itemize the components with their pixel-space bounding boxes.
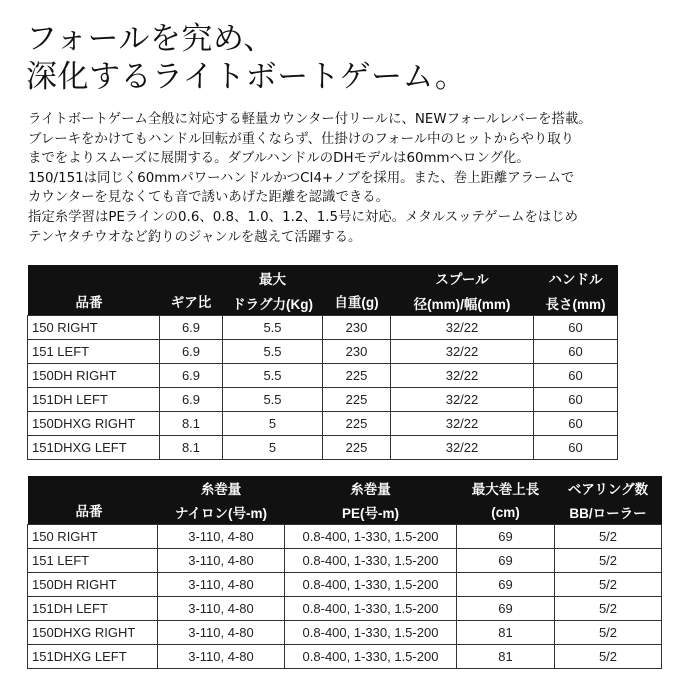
intro-line: テンヤタチウオなど釣りのジャンルを越えて活躍する。 bbox=[28, 229, 362, 245]
header-bearing-bottom: BB/ローラー bbox=[555, 500, 662, 525]
cell-drag: 5 bbox=[223, 436, 323, 460]
cell-model: 150 RIGHT bbox=[28, 316, 160, 340]
cell-handle: 60 bbox=[534, 436, 618, 460]
cell-model: 150DHXG RIGHT bbox=[28, 412, 160, 436]
cell-model: 150DHXG RIGHT bbox=[28, 621, 158, 645]
cell-pe: 0.8-400, 1-330, 1.5-200 bbox=[285, 597, 457, 621]
cell-gear: 6.9 bbox=[160, 388, 223, 412]
cell-weight: 225 bbox=[323, 412, 391, 436]
header-spool-top: スプール bbox=[391, 265, 534, 291]
cell-weight: 225 bbox=[323, 364, 391, 388]
header-bearing-top: ベアリング数 bbox=[555, 476, 662, 500]
cell-nylon: 3-110, 4-80 bbox=[158, 525, 285, 549]
cell-retrieve: 69 bbox=[457, 597, 555, 621]
header-nylon-top: 糸巻量 bbox=[158, 476, 285, 500]
cell-bearing: 5/2 bbox=[555, 597, 662, 621]
cell-pe: 0.8-400, 1-330, 1.5-200 bbox=[285, 549, 457, 573]
header-weight: 自重(g) bbox=[323, 265, 391, 316]
cell-gear: 6.9 bbox=[160, 316, 223, 340]
cell-spool: 32/22 bbox=[391, 436, 534, 460]
cell-spool: 32/22 bbox=[391, 340, 534, 364]
cell-model: 150 RIGHT bbox=[28, 525, 158, 549]
cell-gear: 6.9 bbox=[160, 340, 223, 364]
intro-paragraph bbox=[28, 110, 668, 247]
cell-nylon: 3-110, 4-80 bbox=[158, 549, 285, 573]
cell-bearing: 5/2 bbox=[555, 549, 662, 573]
cell-spool: 32/22 bbox=[391, 412, 534, 436]
cell-retrieve: 81 bbox=[457, 645, 555, 669]
intro-line: カウンターを見なくても音で誘いあげた距離を認識できる。 bbox=[28, 190, 390, 206]
spec-table-1 bbox=[27, 265, 618, 460]
intro-line: ライトボートゲーム全般に対応する軽量カウンター付リールに、NEWフォールレバーを搭載。 bbox=[28, 112, 592, 127]
cell-weight: 230 bbox=[323, 340, 391, 364]
cell-retrieve: 69 bbox=[457, 525, 555, 549]
table-row bbox=[28, 549, 662, 573]
cell-bearing: 5/2 bbox=[555, 621, 662, 645]
cell-handle: 60 bbox=[534, 316, 618, 340]
table-row bbox=[28, 340, 618, 364]
header-handle-top: ハンドル bbox=[534, 265, 618, 291]
cell-pe: 0.8-400, 1-330, 1.5-200 bbox=[285, 621, 457, 645]
cell-pe: 0.8-400, 1-330, 1.5-200 bbox=[285, 525, 457, 549]
header-drag-bottom: ドラグ力(Kg) bbox=[223, 291, 323, 316]
header-gear-ratio: ギア比 bbox=[160, 265, 223, 316]
cell-gear: 8.1 bbox=[160, 436, 223, 460]
cell-drag: 5.5 bbox=[223, 340, 323, 364]
cell-drag: 5.5 bbox=[223, 364, 323, 388]
cell-drag: 5.5 bbox=[223, 316, 323, 340]
cell-handle: 60 bbox=[534, 412, 618, 436]
cell-model: 151 LEFT bbox=[28, 549, 158, 573]
table-row bbox=[28, 645, 662, 669]
cell-spool: 32/22 bbox=[391, 388, 534, 412]
cell-model: 150DH RIGHT bbox=[28, 573, 158, 597]
intro-line: 150/151は同じく60mmパワーハンドルかつCI4+ノブを採用。また、巻上距離アラームで bbox=[28, 170, 575, 186]
intro-line: ブレーキをかけてもハンドル回転が重くならず、仕掛けのフォール中のヒットからやり取り bbox=[28, 131, 575, 147]
cell-retrieve: 81 bbox=[457, 621, 555, 645]
cell-spool: 32/22 bbox=[391, 316, 534, 340]
headline-line-1: フォールを究め、 bbox=[26, 21, 275, 57]
headline-line-2: 深化するライトボートゲーム。 bbox=[26, 59, 467, 95]
intro-line: までをよりスムーズに展開する。ダブルハンドルのDHモデルは60mmへロング化。 bbox=[28, 151, 530, 167]
header-model: 品番 bbox=[28, 265, 160, 316]
table-row bbox=[28, 412, 618, 436]
cell-nylon: 3-110, 4-80 bbox=[158, 597, 285, 621]
header-pe-top: 糸巻量 bbox=[285, 476, 457, 500]
cell-bearing: 5/2 bbox=[555, 573, 662, 597]
cell-retrieve: 69 bbox=[457, 549, 555, 573]
headline bbox=[26, 20, 466, 96]
cell-handle: 60 bbox=[534, 340, 618, 364]
cell-bearing: 5/2 bbox=[555, 525, 662, 549]
cell-weight: 225 bbox=[323, 436, 391, 460]
cell-model: 151DH LEFT bbox=[28, 597, 158, 621]
header-spool-bottom: 径(mm)/幅(mm) bbox=[391, 291, 534, 316]
header-handle-bottom: 長さ(mm) bbox=[534, 291, 618, 316]
cell-model: 150DH RIGHT bbox=[28, 364, 160, 388]
table-row bbox=[28, 364, 618, 388]
table-row bbox=[28, 388, 618, 412]
cell-nylon: 3-110, 4-80 bbox=[158, 621, 285, 645]
header-nylon-bottom: ナイロン(号-m) bbox=[158, 500, 285, 525]
cell-model: 151DHXG LEFT bbox=[28, 645, 158, 669]
cell-pe: 0.8-400, 1-330, 1.5-200 bbox=[285, 645, 457, 669]
cell-drag: 5.5 bbox=[223, 388, 323, 412]
cell-spool: 32/22 bbox=[391, 364, 534, 388]
cell-bearing: 5/2 bbox=[555, 645, 662, 669]
header-retrieve-top: 最大巻上長 bbox=[457, 476, 555, 500]
table-row bbox=[28, 525, 662, 549]
table-row bbox=[28, 597, 662, 621]
table-row bbox=[28, 621, 662, 645]
table-row bbox=[28, 316, 618, 340]
header-retrieve-bottom: (cm) bbox=[457, 500, 555, 525]
header-pe-bottom: PE(号-m) bbox=[285, 500, 457, 525]
cell-model: 151 LEFT bbox=[28, 340, 160, 364]
cell-nylon: 3-110, 4-80 bbox=[158, 645, 285, 669]
header-drag-top: 最大 bbox=[223, 265, 323, 291]
table-row bbox=[28, 436, 618, 460]
cell-model: 151DH LEFT bbox=[28, 388, 160, 412]
cell-weight: 225 bbox=[323, 388, 391, 412]
table-row bbox=[28, 573, 662, 597]
cell-nylon: 3-110, 4-80 bbox=[158, 573, 285, 597]
cell-model: 151DHXG LEFT bbox=[28, 436, 160, 460]
spec-table-2 bbox=[27, 476, 662, 669]
cell-handle: 60 bbox=[534, 388, 618, 412]
cell-handle: 60 bbox=[534, 364, 618, 388]
intro-line: 指定糸学習はPEラインの0.6、0.8、1.0、1.2、1.5号に対応。メタルスッテゲームをはじめ bbox=[28, 209, 579, 225]
cell-pe: 0.8-400, 1-330, 1.5-200 bbox=[285, 573, 457, 597]
cell-weight: 230 bbox=[323, 316, 391, 340]
cell-gear: 8.1 bbox=[160, 412, 223, 436]
cell-drag: 5 bbox=[223, 412, 323, 436]
cell-retrieve: 69 bbox=[457, 573, 555, 597]
header-model: 品番 bbox=[28, 476, 158, 525]
cell-gear: 6.9 bbox=[160, 364, 223, 388]
